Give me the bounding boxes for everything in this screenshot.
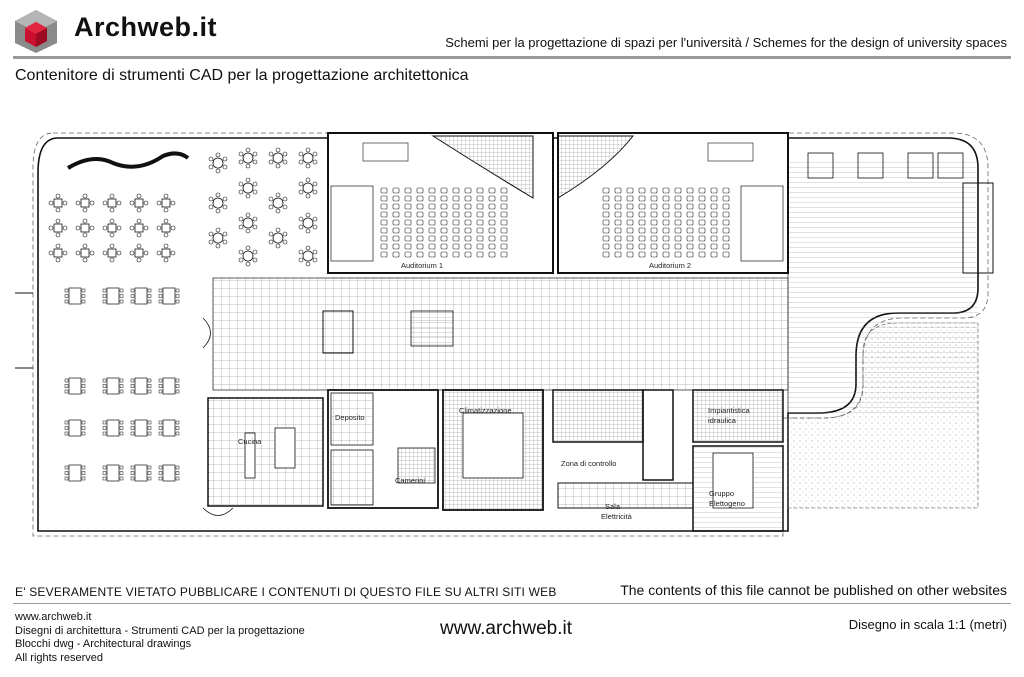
copyright-notice-english: The contents of this file cannot be published on other websites (620, 582, 1007, 598)
room-label-zona-controllo: Zona di controllo (561, 459, 617, 468)
room-label-deposito: Deposito (335, 413, 365, 422)
room-label-sala-2: Elettricità (601, 512, 632, 521)
archweb-logo-icon (13, 8, 59, 54)
header-subtitle: Schemi per la progettazione di spazi per l'università / Schemes for the design of university spaces (445, 35, 1007, 50)
room-label-climatizzazione: Climatizzazione (459, 406, 512, 415)
footer-website-link[interactable]: www.archweb.it (440, 618, 572, 639)
room-label-cucina: Cucina (238, 437, 262, 446)
footer-line-drawings: Disegni di architettura - Strumenti CAD per la progettazione (15, 624, 305, 637)
room-label-gruppo-1: Gruppo (709, 489, 735, 498)
header-divider (13, 56, 1011, 59)
footer-line-website[interactable]: www.archweb.it (15, 611, 92, 623)
room-label-sala-1: Sala (605, 502, 621, 511)
footer-info (15, 611, 305, 665)
floor-plan-drawing (13, 128, 997, 548)
footer-line-blocks: Blocchi dwg - Architectural drawings (15, 638, 192, 650)
room-label-camerini: Camerini (395, 476, 426, 485)
room-label-auditorium-1: Auditorium 1 (401, 261, 444, 270)
drawing-scale: Disegno in scala 1:1 (metri) (848, 617, 1007, 632)
footer-line-rights: All rights reserved (15, 651, 104, 664)
room-label-auditorium-2: Auditorium 2 (649, 261, 692, 270)
room-label-gruppo-2: Elettogeno (709, 499, 745, 508)
brand-title[interactable]: Archweb.it (74, 12, 218, 42)
copyright-notice-italian: E' SEVERAMENTE VIETATO PUBBLICARE I CONTENUTI DI QUESTO FILE SU ALTRI SITI WEB (15, 585, 557, 599)
page-title: Contenitore di strumenti CAD per la progettazione architettonica (15, 67, 469, 84)
footer-divider (13, 603, 1011, 604)
room-label-impiantistica-1: Impiantistica (708, 406, 750, 415)
room-label-impiantistica-2: idraulica (708, 416, 736, 425)
